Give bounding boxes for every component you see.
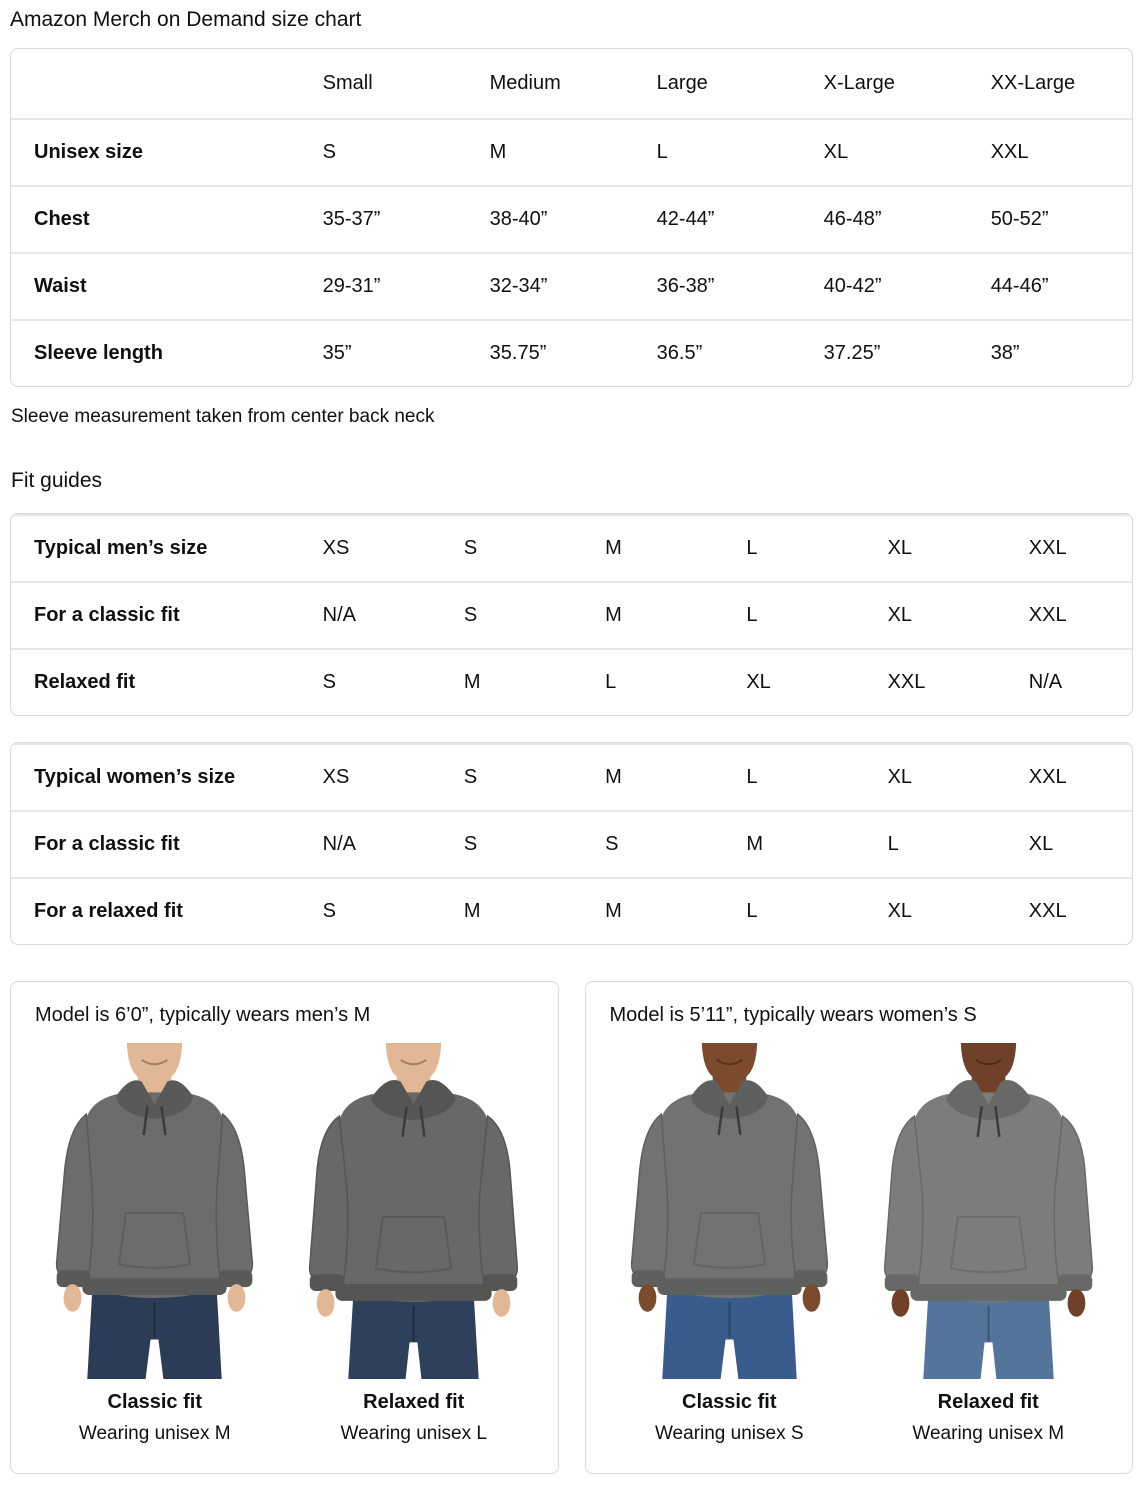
fit-name: Relaxed fit [363, 1391, 465, 1413]
page-title: Amazon Merch on Demand size chart [10, 8, 362, 31]
womens-model-card [585, 981, 1134, 1474]
size-cell: M [490, 119, 657, 186]
size-cell: XXL [1029, 582, 1132, 649]
wearing-size: Wearing unisex L [340, 1423, 487, 1444]
column-header-medium: Medium [489, 72, 561, 94]
row-label: Unisex size [11, 119, 323, 186]
size-cell: XL [888, 582, 1029, 649]
size-cell: L [746, 744, 887, 811]
size-cell: L [746, 515, 887, 582]
size-cell: S [464, 811, 605, 878]
size-cell: 50-52” [991, 186, 1132, 253]
model-photo-classic-men [28, 1043, 281, 1379]
table-row [11, 119, 1132, 186]
size-cell: S [464, 515, 605, 582]
column-header-large: Large [656, 72, 708, 94]
size-cell: 36-38” [657, 253, 824, 320]
row-label: Typical women’s size [11, 744, 323, 811]
size-cell: 38” [991, 320, 1132, 386]
size-cell: 44-46” [991, 253, 1132, 320]
row-label: For a classic fit [11, 811, 323, 878]
size-cell: M [605, 515, 746, 582]
size-cell: 46-48” [824, 186, 991, 253]
table-row [11, 811, 1132, 878]
size-cell: S [464, 744, 605, 811]
size-cell: L [605, 649, 746, 715]
model-photo-relaxed-men [287, 1043, 540, 1379]
size-cell: 40-42” [824, 253, 991, 320]
classic-fit-figure [28, 1043, 281, 1445]
wearing-size: Wearing unisex M [78, 1423, 231, 1444]
size-cell: 35.75” [490, 320, 657, 386]
size-cell: S [605, 811, 746, 878]
size-cell: 35” [323, 320, 490, 386]
size-cell: 32-34” [490, 253, 657, 320]
sleeve-measurement-note: Sleeve measurement taken from center back neck [11, 406, 435, 427]
size-cell: N/A [323, 811, 464, 878]
table-row [11, 515, 1132, 582]
column-header-small: Small [322, 72, 373, 94]
size-cell: XL [888, 878, 1029, 944]
size-cell: M [746, 811, 887, 878]
card-title: Model is 6’0”, typically wears men’s M [35, 1004, 371, 1026]
mens-model-card [10, 981, 559, 1474]
wearing-size: Wearing unisex M [912, 1423, 1065, 1444]
size-cell: XL [888, 744, 1029, 811]
table-row [11, 649, 1132, 715]
row-label: Typical men’s size [11, 515, 323, 582]
relaxed-fit-figure [862, 1043, 1115, 1445]
classic-fit-figure [603, 1043, 856, 1445]
size-cell: 35-37” [323, 186, 490, 253]
size-cell: 37.25” [824, 320, 991, 386]
size-cell: S [464, 582, 605, 649]
mens-fit-guide-table [10, 513, 1133, 716]
row-label: For a classic fit [11, 582, 323, 649]
row-label: Sleeve length [11, 320, 323, 386]
size-cell: M [605, 582, 746, 649]
size-cell: L [746, 878, 887, 944]
table-row [11, 320, 1132, 386]
table-row [11, 744, 1132, 811]
size-cell: 36.5” [657, 320, 824, 386]
size-cell: XL [746, 649, 887, 715]
size-cell: S [323, 649, 464, 715]
card-title: Model is 5’11”, typically wears women’s S [609, 1004, 977, 1026]
row-label: Relaxed fit [11, 649, 323, 715]
size-cell: 42-44” [657, 186, 824, 253]
column-header-x-large: X-Large [823, 72, 895, 94]
size-cell: XL [888, 515, 1029, 582]
table-row [11, 253, 1132, 320]
fit-name: Relaxed fit [937, 1391, 1039, 1413]
size-cell: XXL [1029, 878, 1132, 944]
size-cell: M [464, 649, 605, 715]
table-row [11, 582, 1132, 649]
size-chart-table [10, 48, 1133, 387]
row-label: For a relaxed fit [11, 878, 323, 944]
fit-name: Classic fit [682, 1391, 777, 1413]
size-chart-header-row [11, 49, 1132, 119]
size-cell: N/A [1029, 649, 1132, 715]
table-row [11, 878, 1132, 944]
row-label: Waist [11, 253, 323, 320]
fit-name: Classic fit [107, 1391, 202, 1413]
size-cell: M [464, 878, 605, 944]
wearing-size: Wearing unisex S [654, 1423, 804, 1444]
column-header-xx-large: XX-Large [990, 72, 1076, 94]
size-cell: XXL [888, 649, 1029, 715]
size-cell: XS [323, 515, 464, 582]
relaxed-fit-figure [287, 1043, 540, 1445]
corner-cell [11, 49, 323, 119]
size-cell: 38-40” [490, 186, 657, 253]
size-cell: S [323, 878, 464, 944]
size-cell: N/A [323, 582, 464, 649]
size-cell: S [323, 119, 490, 186]
model-photo-relaxed-women [862, 1043, 1115, 1379]
table-row [11, 186, 1132, 253]
model-photo-classic-women [603, 1043, 856, 1379]
size-cell: XXL [1029, 515, 1132, 582]
size-cell: M [605, 878, 746, 944]
size-cell: L [746, 582, 887, 649]
size-cell: XS [323, 744, 464, 811]
size-cell: XXL [1029, 744, 1132, 811]
size-cell: XL [824, 119, 991, 186]
womens-fit-guide-table [10, 742, 1133, 945]
size-cell: XXL [991, 119, 1132, 186]
fit-guides-heading: Fit guides [11, 469, 103, 492]
row-label: Chest [11, 186, 323, 253]
size-cell: M [605, 744, 746, 811]
size-cell: L [888, 811, 1029, 878]
size-cell: 29-31” [323, 253, 490, 320]
size-cell: L [657, 119, 824, 186]
size-cell: XL [1029, 811, 1132, 878]
